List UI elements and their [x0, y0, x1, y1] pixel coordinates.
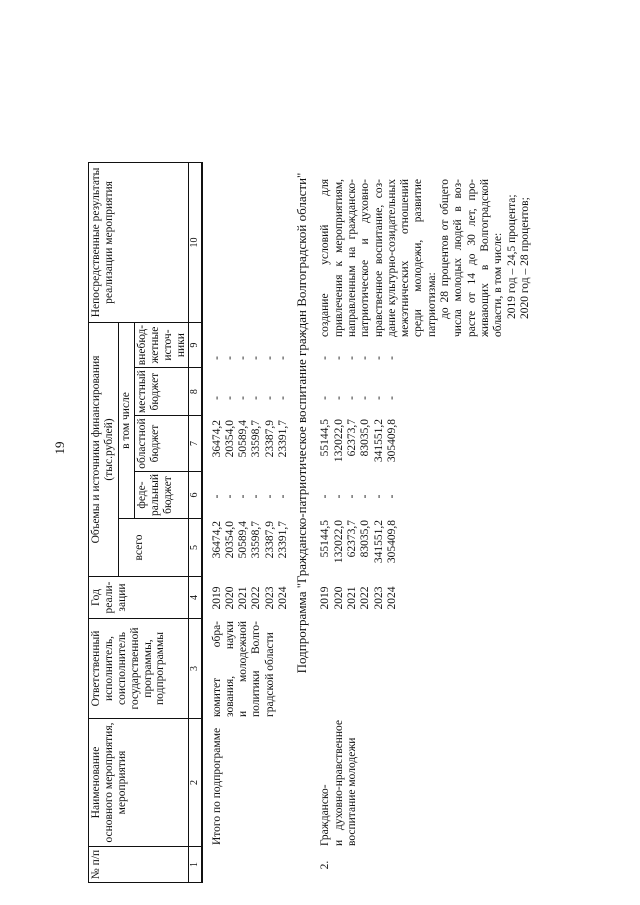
extra-cell: -: [210, 356, 223, 360]
header-financing: Объемы и источники финансирования (тыс.рублей): [89, 322, 119, 576]
result-line: патриотическое и духовно-: [359, 179, 372, 337]
regional-cell: 62373,7: [345, 419, 358, 457]
local-cell: -: [237, 396, 250, 400]
result-line: 2019 год – 24,5 процента;: [505, 194, 518, 319]
item-2-table: [318, 178, 533, 883]
itogo-extra: [211, 338, 291, 378]
item-name-line: Гражданско-: [319, 784, 332, 846]
federal-cell: -: [319, 494, 332, 499]
extra-cell: -: [385, 356, 398, 360]
table-body: [211, 178, 291, 883]
federal-cell: -: [263, 494, 276, 499]
itogo-federal: [211, 474, 291, 519]
header-name: Наименование основного мероприятия, мероприятия: [89, 719, 189, 847]
result-line: расте от 14 до 30 лет, про-: [465, 179, 478, 337]
extra-cell: -: [319, 356, 332, 360]
result-line: 2020 год – 28 процентов;: [518, 197, 531, 319]
extra-cell: -: [250, 356, 263, 360]
header-extra: внебюд-жетные источ-ники: [134, 322, 189, 367]
item-name-line: и духовно-нравственное: [332, 720, 345, 846]
col-number: 7: [189, 416, 202, 472]
result-line: живающих в Волгоградской: [478, 179, 491, 337]
year-cell: 2022: [250, 586, 263, 610]
item-local: [318, 378, 533, 418]
federal-cell: -: [372, 494, 385, 499]
local-cell: -: [263, 396, 276, 400]
header-results: Непосредственные результаты реализации мероприятия: [89, 162, 189, 322]
result-line: числа молодых людей в воз-: [452, 179, 465, 337]
total-cell: 83035,0: [359, 520, 372, 558]
local-cell: -: [319, 396, 332, 400]
year-cell: 2024: [385, 586, 398, 610]
extra-cell: -: [345, 356, 358, 360]
result-line: межэтнических отношений: [399, 179, 412, 337]
table-header: [88, 162, 203, 883]
federal-cell: -: [237, 494, 250, 499]
header-federal: феде-ральный бюджет: [134, 472, 189, 519]
executor-line: комитет обра-: [210, 621, 223, 717]
extra-cell: -: [372, 356, 385, 360]
result-line: привлечения к мероприятиям,: [332, 179, 345, 337]
extra-cell: -: [332, 356, 345, 360]
col-number: 8: [189, 368, 202, 416]
total-cell: 305409,8: [385, 520, 398, 564]
year-cell: 2022: [359, 586, 372, 610]
total-cell: 23391,7: [277, 521, 290, 559]
result-line: нравственное воспитание, соз-: [372, 179, 385, 337]
header-num: № п/п: [89, 847, 189, 883]
item-years: [318, 577, 533, 619]
item-name-line: воспитание молодежи: [345, 737, 358, 846]
federal-cell: -: [359, 494, 372, 499]
extra-cell: -: [237, 356, 250, 360]
subprogram-title: Подпрограмма "Гражданско-патриотическое воспитание граждан Волгоградской области": [294, 172, 310, 674]
col-number: 3: [189, 619, 202, 719]
result-line: создание условий для: [319, 179, 332, 337]
itogo-years: [211, 577, 291, 619]
local-cell: -: [385, 396, 398, 400]
regional-cell: 132022,0: [332, 419, 345, 463]
header-executor: Ответственный исполнитель, соисполнитель государственной программы, подпрограммы: [89, 619, 189, 719]
extra-cell: -: [277, 356, 290, 360]
local-cell: -: [210, 396, 223, 400]
header-year: Год реали-зации: [89, 577, 189, 619]
result-line: дание культурно-созидательных: [385, 179, 398, 337]
header-regional: областной бюджет: [134, 416, 189, 472]
col-number: 4: [189, 577, 202, 619]
regional-cell: 55144,5: [319, 419, 332, 457]
executor-line: зования, науки: [223, 621, 236, 717]
result-line: патриотизма:: [425, 272, 438, 337]
itogo-row: [211, 178, 291, 883]
item-results: [318, 178, 533, 338]
local-cell: -: [277, 396, 290, 400]
regional-cell: 36474,2: [210, 420, 223, 458]
item-totals: [318, 519, 533, 577]
executor-line: политики Волго-: [250, 621, 263, 717]
year-cell: 2024: [277, 586, 290, 610]
regional-cell: 23391,7: [277, 420, 290, 458]
item-name: [318, 719, 533, 847]
col-number: 5: [189, 519, 202, 577]
extra-cell: -: [223, 356, 236, 360]
itogo-executor: [211, 619, 291, 719]
header-total: всего: [119, 519, 189, 577]
regional-cell: 33598,7: [250, 420, 263, 458]
regional-cell: 305409,8: [385, 419, 398, 463]
total-cell: 33598,7: [250, 521, 263, 559]
itogo-local: [211, 378, 291, 418]
local-cell: -: [345, 396, 358, 400]
year-cell: 2020: [332, 586, 345, 610]
year-cell: 2019: [319, 586, 332, 610]
total-cell: 36474,2: [210, 521, 223, 559]
regional-cell: 83035,0: [359, 419, 372, 457]
itogo-regional: [211, 418, 291, 474]
item-number: 2.: [319, 860, 332, 870]
extra-cell: -: [263, 356, 276, 360]
year-cell: 2021: [237, 586, 250, 610]
header-local: местный бюджет: [134, 368, 189, 416]
executor-line: градской области: [263, 632, 276, 717]
total-cell: 62373,7: [345, 520, 358, 558]
result-line: среди молодежи, развитие: [412, 179, 425, 337]
item-2-row: [318, 178, 533, 883]
federal-cell: -: [210, 494, 223, 499]
total-cell: 23387,9: [263, 521, 276, 559]
year-cell: 2023: [263, 586, 276, 610]
regional-cell: 341551,2: [372, 419, 385, 463]
item-regional: [318, 418, 533, 474]
header-incl: в том числе: [119, 322, 135, 518]
item-federal: [318, 474, 533, 519]
col-number: 10: [189, 162, 202, 322]
year-cell: 2019: [210, 586, 223, 610]
federal-cell: -: [332, 494, 345, 499]
total-cell: 55144,5: [319, 520, 332, 558]
total-cell: 20354,0: [223, 521, 236, 559]
federal-cell: -: [250, 494, 263, 499]
page-number: 19: [52, 441, 67, 455]
regional-cell: 50589,4: [237, 420, 250, 458]
extra-cell: -: [359, 356, 372, 360]
year-cell: 2023: [372, 586, 385, 610]
federal-cell: -: [277, 494, 290, 499]
result-line: направленным на гражданско-: [345, 179, 358, 337]
local-cell: -: [359, 396, 372, 400]
item-extra: [318, 338, 533, 378]
regional-cell: 23387,9: [263, 420, 276, 458]
col-number: 2: [189, 719, 202, 847]
federal-cell: -: [345, 494, 358, 499]
local-cell: -: [372, 396, 385, 400]
result-line: до 28 процентов от общего: [439, 179, 452, 319]
total-cell: 132022,0: [332, 520, 345, 564]
document-body: [88, 23, 533, 883]
federal-cell: -: [223, 494, 236, 499]
total-cell: 50589,4: [237, 521, 250, 559]
local-cell: -: [332, 396, 345, 400]
result-line: области, в том числе:: [492, 232, 505, 337]
executor-line: и молодежной: [237, 621, 250, 717]
itogo-name: Итого по подпрограмме: [210, 727, 223, 845]
local-cell: -: [223, 396, 236, 400]
federal-cell: -: [385, 494, 398, 499]
regional-cell: 20354,0: [223, 420, 236, 458]
year-cell: 2020: [223, 586, 236, 610]
col-number: 9: [189, 322, 202, 367]
total-cell: 341551,2: [372, 520, 385, 564]
year-cell: 2021: [345, 586, 358, 610]
col-number: 6: [189, 472, 202, 519]
col-number: 1: [189, 847, 202, 883]
local-cell: -: [250, 396, 263, 400]
itogo-totals: [211, 519, 291, 577]
